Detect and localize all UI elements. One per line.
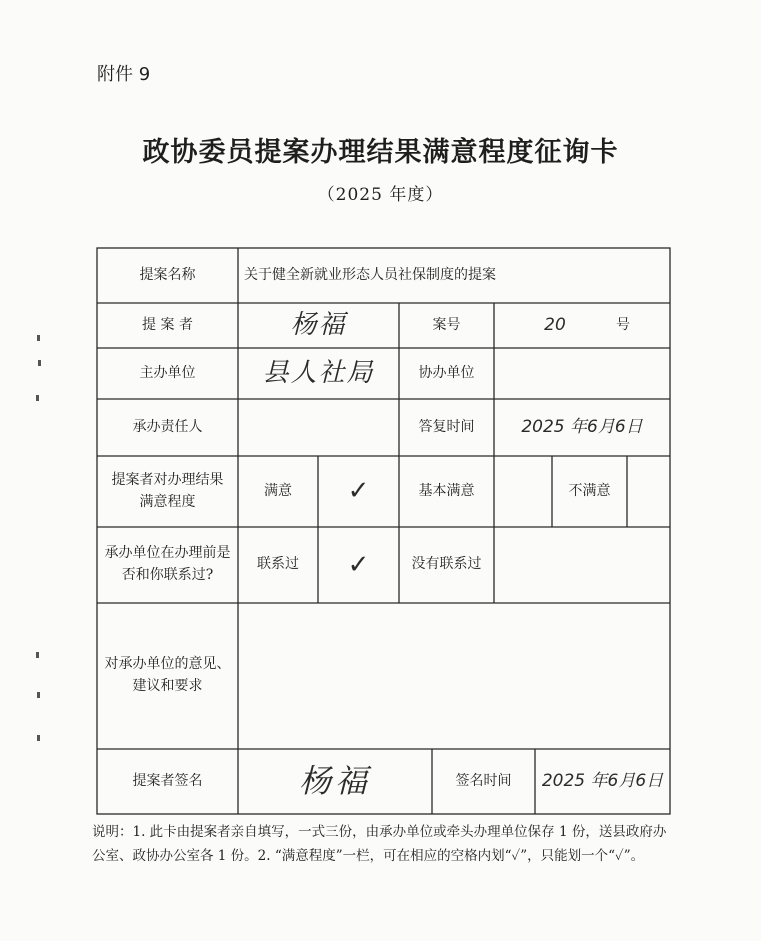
assist-unit-value[interactable] xyxy=(494,348,670,399)
contacted-question-label: 承办单位在办理前是否和你联系过? xyxy=(104,545,231,583)
proposer-value[interactable]: 杨福 xyxy=(290,310,347,341)
responsible-value[interactable] xyxy=(238,399,399,456)
sign-time-label: 签名时间 xyxy=(455,772,512,789)
form-year: （2025 年度） xyxy=(317,185,444,205)
instructions-note: 说明：1. 此卡由提案者亲自填写，一式三份，由承办单位或牵头办理单位保存 1 份，送县政府办公室、政协办公室各 1 份。2. “满意程度”一栏，可在相应的空格内划“✓”，只能划一个“✓”。 xyxy=(92,824,667,864)
host-unit-label: 主办单位 xyxy=(139,364,196,381)
unsatisfied-label: 不满意 xyxy=(568,482,611,499)
form-title: 政协委员提案办理结果满意程度征询卡 xyxy=(142,137,619,168)
proposal-name-label: 提案名称 xyxy=(139,266,196,283)
not-contacted-label: 没有联系过 xyxy=(411,556,482,573)
case-no-value[interactable]: 20 xyxy=(544,315,566,336)
opinion-value[interactable] xyxy=(238,603,670,749)
case-no-label: 案号 xyxy=(432,316,461,333)
proposal-name-value[interactable]: 关于健全新就业形态人员社保制度的提案 xyxy=(244,266,496,283)
satisfied-label: 满意 xyxy=(264,482,292,499)
sign-time-value[interactable]: 2025 年6月6日 xyxy=(541,771,664,792)
opinion-label: 对承办单位的意见、建议和要求 xyxy=(104,656,231,694)
basic-satisfied-label: 基本满意 xyxy=(418,482,475,499)
satisfaction-label: 提案者对办理结果满意程度 xyxy=(111,471,224,510)
signature-value[interactable]: 杨福 xyxy=(298,761,371,800)
host-unit-value[interactable]: 县人社局 xyxy=(262,358,375,389)
reply-time-label: 答复时间 xyxy=(418,418,475,435)
unsatisfied-checkbox[interactable] xyxy=(627,456,670,527)
contacted-label: 联系过 xyxy=(257,556,299,573)
proposer-label: 提 案 者 xyxy=(142,316,193,333)
basic-satisfied-checkbox[interactable] xyxy=(494,456,552,527)
attachment-label: 附件 9 xyxy=(97,64,151,85)
satisfied-checkbox[interactable]: ✓ xyxy=(347,476,370,507)
contacted-checkbox[interactable]: ✓ xyxy=(347,549,370,580)
responsible-label: 承办责任人 xyxy=(132,418,203,435)
not-contacted-checkbox[interactable] xyxy=(494,527,670,603)
signature-label: 提案者签名 xyxy=(132,772,203,789)
case-no-suffix: 号 xyxy=(616,316,630,333)
reply-time-value[interactable]: 2025 年6月6日 xyxy=(521,417,643,438)
assist-unit-label: 协办单位 xyxy=(418,364,475,381)
